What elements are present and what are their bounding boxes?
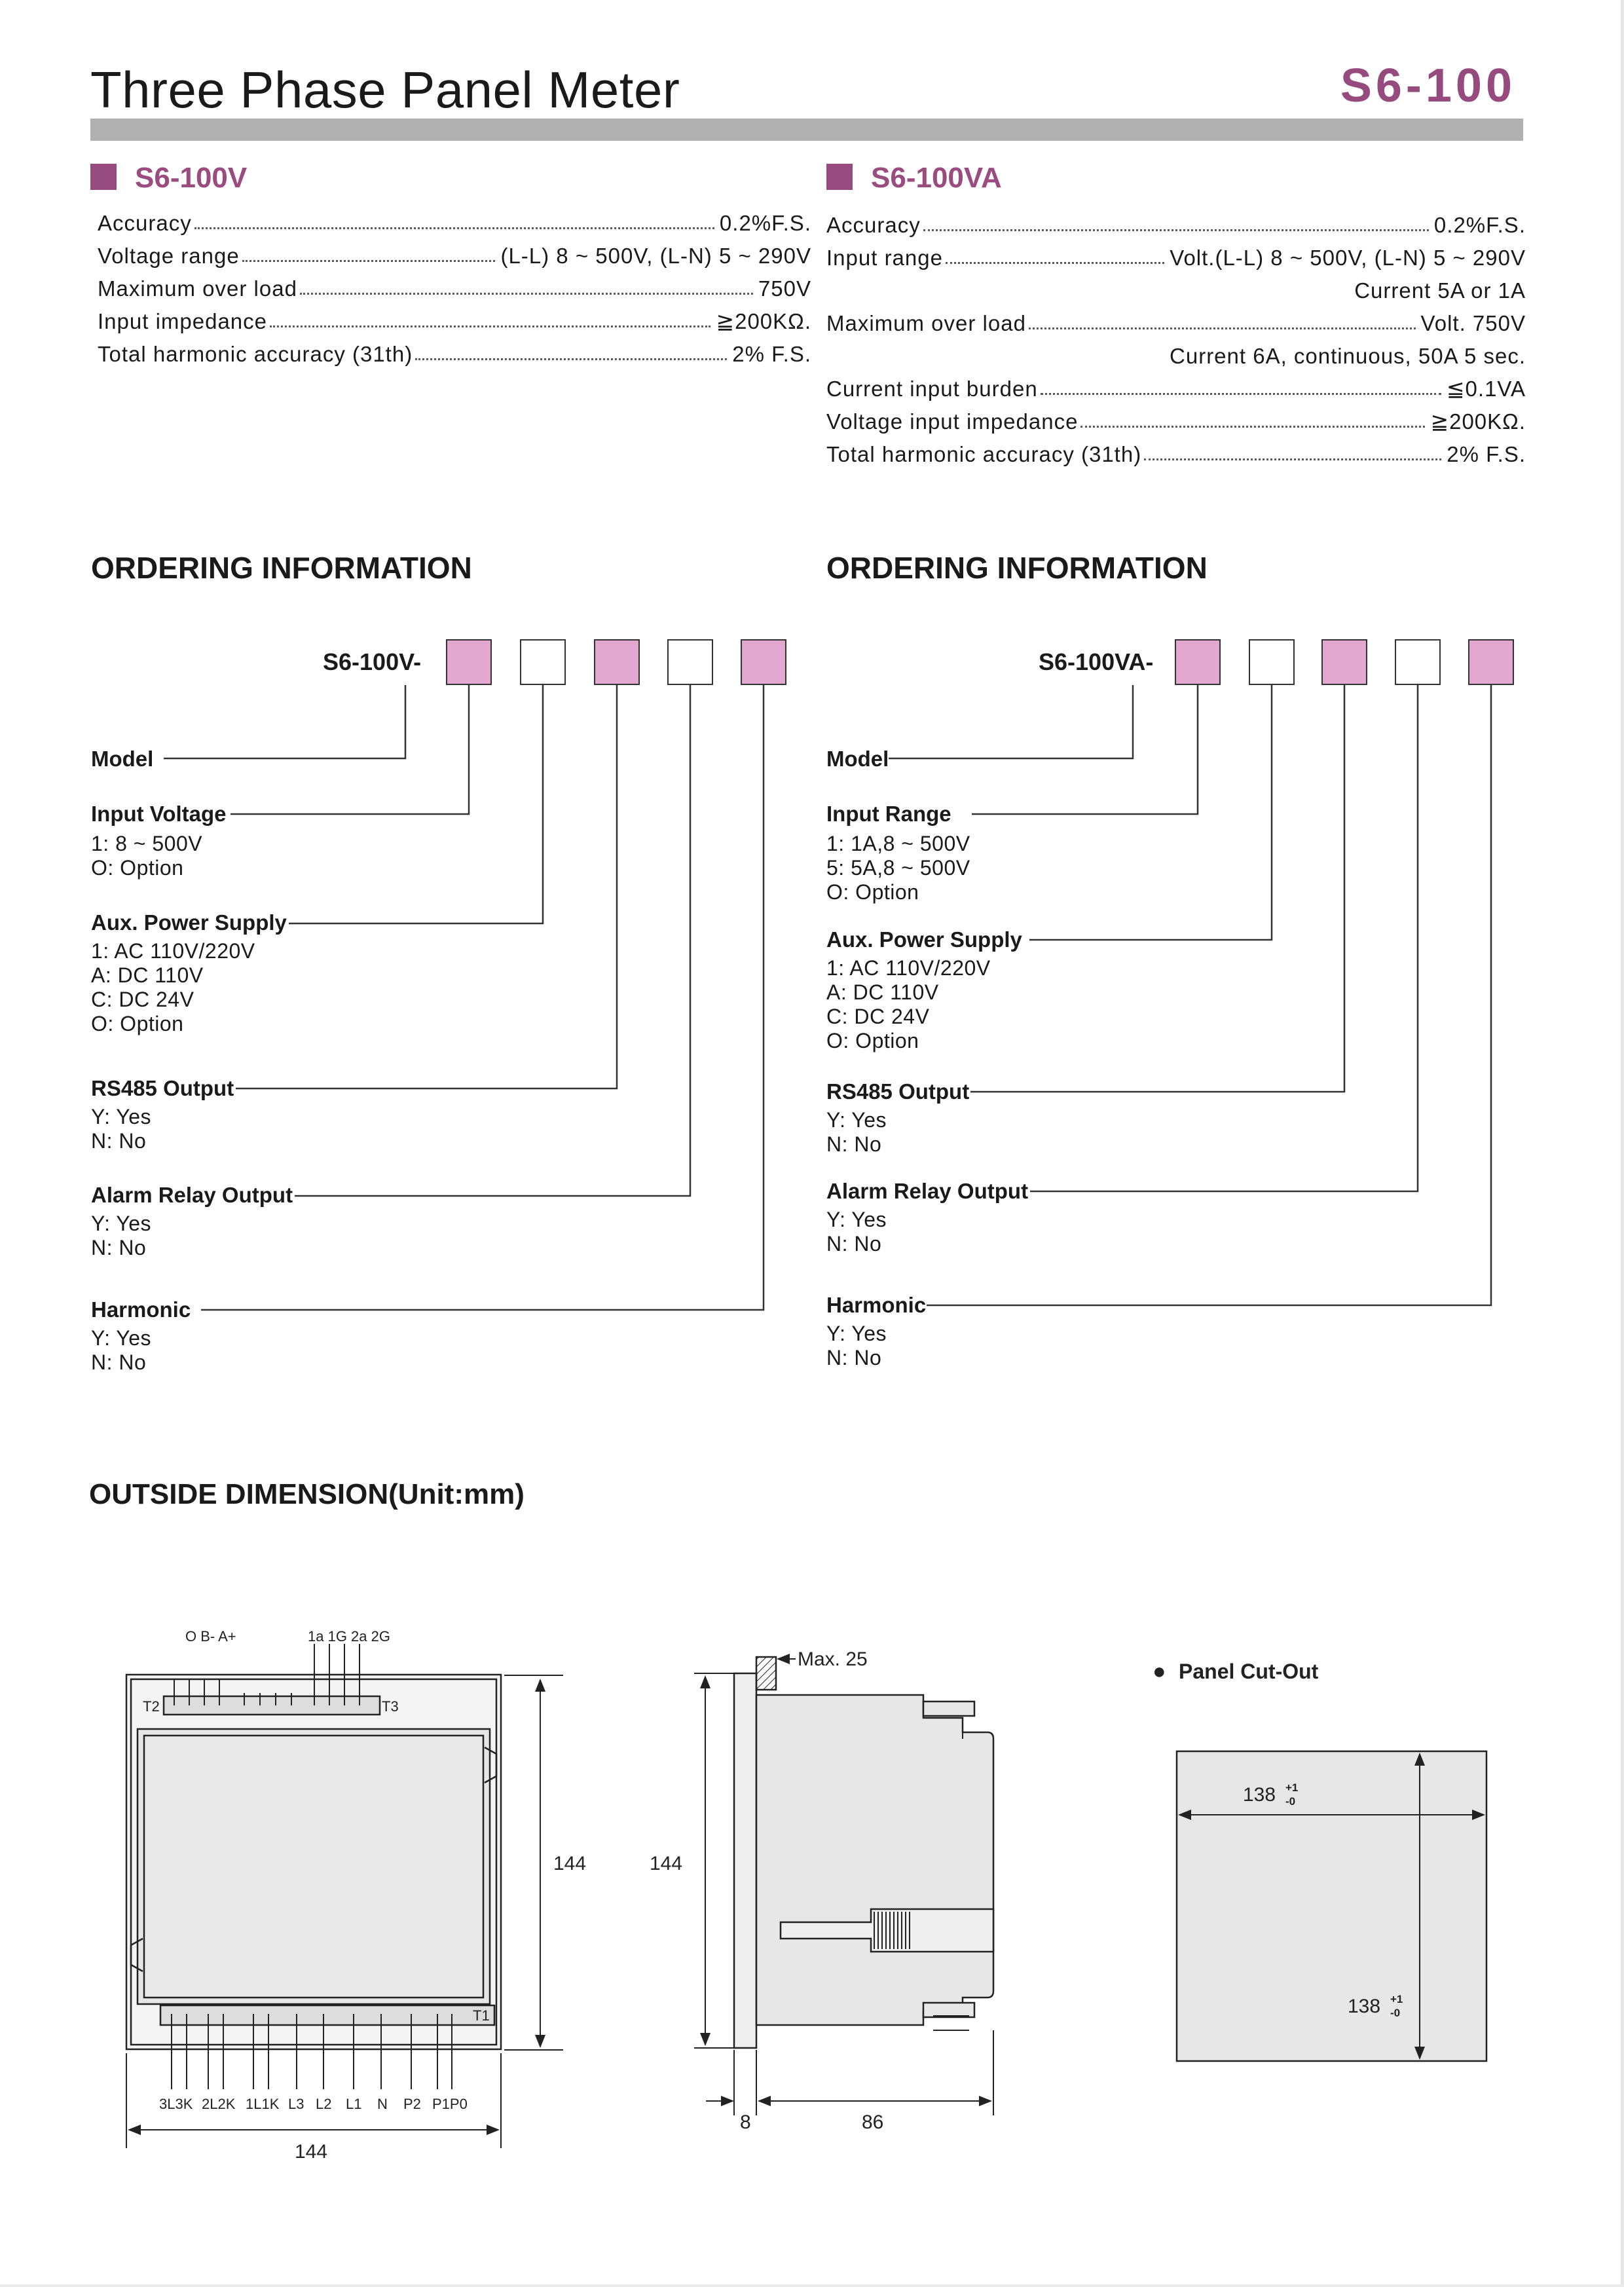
spec-row: [826, 401, 1526, 434]
spec-row: [826, 336, 1526, 369]
code-box-aux-power: [1249, 639, 1295, 685]
option-group-aux-power: [91, 910, 287, 1036]
cutout-title: Panel Cut-Out: [1179, 1660, 1319, 1683]
spec-row: [98, 301, 811, 334]
side-height-label: 144: [650, 1853, 683, 1874]
spec-heading-text: S6-100VA: [871, 162, 1002, 194]
option-group-rs485: [826, 1079, 969, 1157]
connector-aux-power: [1029, 685, 1272, 940]
terminal-strip-bottom: [160, 2005, 494, 2025]
spec-row-label: Accuracy: [98, 211, 192, 235]
connector-model: [164, 685, 405, 758]
spec-row-value: ≧200KΩ.: [716, 309, 811, 333]
option-group-alarm-relay: [91, 1183, 293, 1260]
bottom-terminal-label: P1P0: [432, 2096, 468, 2112]
option-line: O: Option: [826, 1029, 919, 1052]
option-group-alarm-relay: [826, 1179, 1028, 1256]
option-group-label: Alarm Relay Output: [91, 1183, 293, 1207]
spec-row-value: Volt.(L-L) 8 ~ 500V, (L-N) 5 ~ 290V: [1170, 246, 1526, 270]
front-height-label: 144: [553, 1853, 587, 1874]
bottom-terminal-label: N: [377, 2096, 388, 2112]
code-box-aux-power: [520, 639, 566, 685]
side-body: [756, 1695, 993, 2025]
option-group-label: Input Voltage: [91, 802, 227, 826]
bullet-icon: ●: [1153, 1659, 1166, 1684]
side-connector-bottom: [923, 2003, 974, 2017]
side-view: [694, 1657, 993, 2115]
terminal-t3-label: T3: [382, 1698, 399, 1715]
cutout-height-label: 138: [1348, 1996, 1381, 2017]
option-line: Y: Yes: [826, 1322, 887, 1345]
cutout-width-tol-minus: -0: [1285, 1795, 1296, 1808]
spec-row-value: ≦0.1VA: [1446, 377, 1526, 401]
spec-row-label: Voltage input impedance: [826, 409, 1079, 434]
cutout-height-tol-plus: +1: [1390, 1993, 1403, 2005]
heading-square-icon: [826, 164, 853, 190]
dot-leader: [1144, 458, 1441, 460]
option-line: A: DC 110V: [91, 963, 204, 987]
cutout-width-label: 138: [1243, 1784, 1276, 1806]
dimension-heading: OUTSIDE DIMENSION(Unit:mm): [89, 1478, 525, 1510]
option-line: 1: AC 110V/220V: [91, 939, 255, 963]
spec-row: [826, 205, 1526, 238]
spec-row-label: Current input burden: [826, 377, 1038, 401]
option-line: N: No: [826, 1232, 882, 1255]
side-connector-top: [923, 1701, 974, 1716]
option-line: 1: 8 ~ 500V: [91, 832, 203, 855]
option-line: O: Option: [91, 1012, 184, 1035]
dot-leader: [1041, 393, 1441, 395]
dot-leader: [946, 262, 1164, 264]
spec-row-label: Input impedance: [98, 309, 268, 333]
option-line: Y: Yes: [91, 1212, 151, 1235]
spec-row-label: Total harmonic accuracy (31th): [826, 442, 1142, 466]
option-line: N: No: [91, 1236, 147, 1259]
spec-row-value: 0.2%F.S.: [719, 211, 811, 235]
option-group-harmonic: [91, 1297, 191, 1375]
option-group-label: RS485 Output: [91, 1076, 234, 1100]
side-max-label: Max. 25: [798, 1648, 868, 1670]
connector-alarm-relay: [295, 685, 690, 1196]
ordering-heading-right: ORDERING INFORMATION: [826, 551, 1208, 585]
model-code: S6-100: [1340, 60, 1516, 112]
spec-row: [98, 334, 811, 367]
spec-row-label: Maximum over load: [98, 276, 297, 301]
ordering-model-label: Model: [826, 747, 889, 771]
bottom-terminal-label: P2: [403, 2096, 421, 2112]
option-line: Y: Yes: [826, 1108, 887, 1132]
spec-row: [826, 369, 1526, 401]
terminal-strip-top: [164, 1696, 380, 1715]
option-group-label: Input Range: [826, 802, 951, 826]
option-group-label: Aux. Power Supply: [91, 910, 287, 935]
spec-heading-s6-100v: [90, 162, 247, 195]
spec-row-value: 0.2%F.S.: [1433, 213, 1526, 237]
dot-leader: [300, 293, 753, 295]
code-box-input-voltage: [446, 639, 492, 685]
spec-row-label: Maximum over load: [826, 311, 1026, 335]
option-line: Y: Yes: [91, 1326, 151, 1350]
ordering-model-code-right: S6-100VA-: [1039, 648, 1154, 675]
cutout-rect: [1177, 1751, 1486, 2061]
heading-square-icon: [90, 164, 117, 190]
connector-alarm-relay: [1030, 685, 1418, 1191]
cutout-height-tol-minus: -0: [1390, 2007, 1401, 2019]
option-line: N: No: [826, 1346, 882, 1369]
ordering-heading-left: ORDERING INFORMATION: [91, 551, 472, 585]
code-box-alarm-relay: [667, 639, 713, 685]
dot-leader: [1029, 327, 1416, 329]
spec-row-label: Total harmonic accuracy (31th): [98, 342, 413, 366]
option-line: O: Option: [91, 856, 184, 880]
code-box-harmonic: [1468, 639, 1514, 685]
option-line: O: Option: [826, 880, 919, 904]
ordering-model-code-left: S6-100V-: [323, 648, 422, 675]
spec-row-value: (L-L) 8 ~ 500V, (L-N) 5 ~ 290V: [500, 244, 811, 268]
page-edge: [1621, 0, 1624, 2287]
front-view: [126, 1644, 563, 2148]
dot-leader: [415, 358, 727, 360]
front-width-label: 144: [295, 2141, 328, 2161]
spec-row-extra: Current 5A or 1A: [1354, 278, 1526, 303]
top-terminal-label-a: O B- A+: [185, 1628, 236, 1645]
side-bezel-label: 8: [740, 2111, 751, 2133]
spec-row: [98, 236, 811, 269]
option-line: Y: Yes: [91, 1105, 151, 1128]
option-line: 5: 5A,8 ~ 500V: [826, 856, 970, 880]
bottom-terminal-label: 2L2K: [202, 2096, 236, 2112]
spec-row-value: 2% F.S.: [1447, 442, 1526, 466]
spec-row: [826, 270, 1526, 303]
bottom-terminal-label: 3L3K: [159, 2096, 193, 2112]
spec-row-value: Volt. 750V: [1420, 311, 1526, 335]
code-box-alarm-relay: [1395, 639, 1441, 685]
panel-cutout: [1177, 1751, 1486, 2061]
spec-row: [98, 269, 811, 301]
spec-heading-text: S6-100V: [135, 162, 248, 194]
code-box-harmonic: [741, 639, 786, 685]
page-bottom-edge: [0, 2284, 1624, 2287]
spec-row-extra: Current 6A, continuous, 50A 5 sec.: [1170, 344, 1526, 368]
connector-model: [889, 685, 1133, 758]
option-group-input-range: [826, 802, 970, 904]
spec-row-value: 750V: [758, 276, 811, 301]
spec-row-label: Input range: [826, 246, 943, 270]
connector-rs485: [970, 685, 1344, 1092]
option-line: N: No: [91, 1129, 147, 1153]
code-box-rs485: [594, 639, 640, 685]
bottom-terminal-label: L2: [316, 2096, 332, 2112]
dot-leader: [194, 227, 714, 229]
spec-list-s6-100va: [826, 205, 1526, 467]
option-line: C: DC 24V: [91, 988, 194, 1011]
option-group-label: Harmonic: [91, 1297, 191, 1322]
option-line: N: No: [91, 1350, 147, 1374]
connector-rs485: [236, 685, 617, 1088]
option-line: 1: 1A,8 ~ 500V: [826, 832, 970, 855]
side-max-hatch: [756, 1657, 776, 1690]
option-group-input-voltage: [91, 802, 227, 880]
connector-aux-power: [289, 685, 543, 923]
title-divider-bar: [90, 119, 1523, 141]
side-depth-label: 86: [862, 2111, 884, 2133]
option-line: C: DC 24V: [826, 1005, 930, 1028]
spec-row: [826, 303, 1526, 336]
spec-row-label: Accuracy: [826, 213, 921, 237]
option-line: Y: Yes: [826, 1208, 887, 1231]
ordering-model-label: Model: [91, 747, 154, 771]
connector-input-voltage: [231, 685, 469, 814]
dimension-drawing: [0, 1572, 1624, 2161]
code-box-rs485: [1321, 639, 1367, 685]
spec-row-value: 2% F.S.: [732, 342, 811, 366]
dot-leader: [923, 229, 1429, 231]
option-group-aux-power: [826, 927, 1022, 1053]
option-group-rs485: [91, 1076, 234, 1153]
option-group-label: RS485 Output: [826, 1079, 970, 1104]
bottom-terminal-label: L1: [346, 2096, 362, 2112]
front-display: [144, 1736, 483, 1998]
spec-row: [98, 203, 811, 236]
spec-row: [826, 434, 1526, 467]
dot-leader: [270, 325, 710, 327]
code-box-input-range: [1175, 639, 1221, 685]
option-group-harmonic: [826, 1293, 926, 1370]
side-bezel: [734, 1673, 756, 2048]
top-terminal-label-b: 1a 1G 2a 2G: [308, 1628, 390, 1645]
option-line: 1: AC 110V/220V: [826, 956, 991, 980]
spec-heading-s6-100va: [826, 162, 1002, 195]
option-group-label: Harmonic: [826, 1293, 927, 1317]
connector-input-range: [972, 685, 1198, 814]
option-line: A: DC 110V: [826, 980, 939, 1004]
spec-list-s6-100v: [98, 203, 811, 367]
cutout-width-tol-plus: +1: [1285, 1781, 1299, 1794]
spec-row-value: ≧200KΩ.: [1430, 409, 1526, 434]
terminal-t2-label: T2: [143, 1698, 160, 1715]
terminal-t1-label: T1: [473, 2007, 490, 2024]
spec-row: [826, 238, 1526, 270]
option-group-label: Aux. Power Supply: [826, 927, 1022, 952]
dot-leader: [242, 260, 496, 262]
option-group-label: Alarm Relay Output: [826, 1179, 1029, 1203]
bottom-terminal-label: 1L1K: [246, 2096, 280, 2112]
page-title: Three Phase Panel Meter: [90, 61, 680, 119]
dot-leader: [1080, 426, 1425, 428]
bottom-terminal-label: L3: [288, 2096, 304, 2112]
option-line: N: No: [826, 1132, 882, 1156]
spec-row-label: Voltage range: [98, 244, 240, 268]
